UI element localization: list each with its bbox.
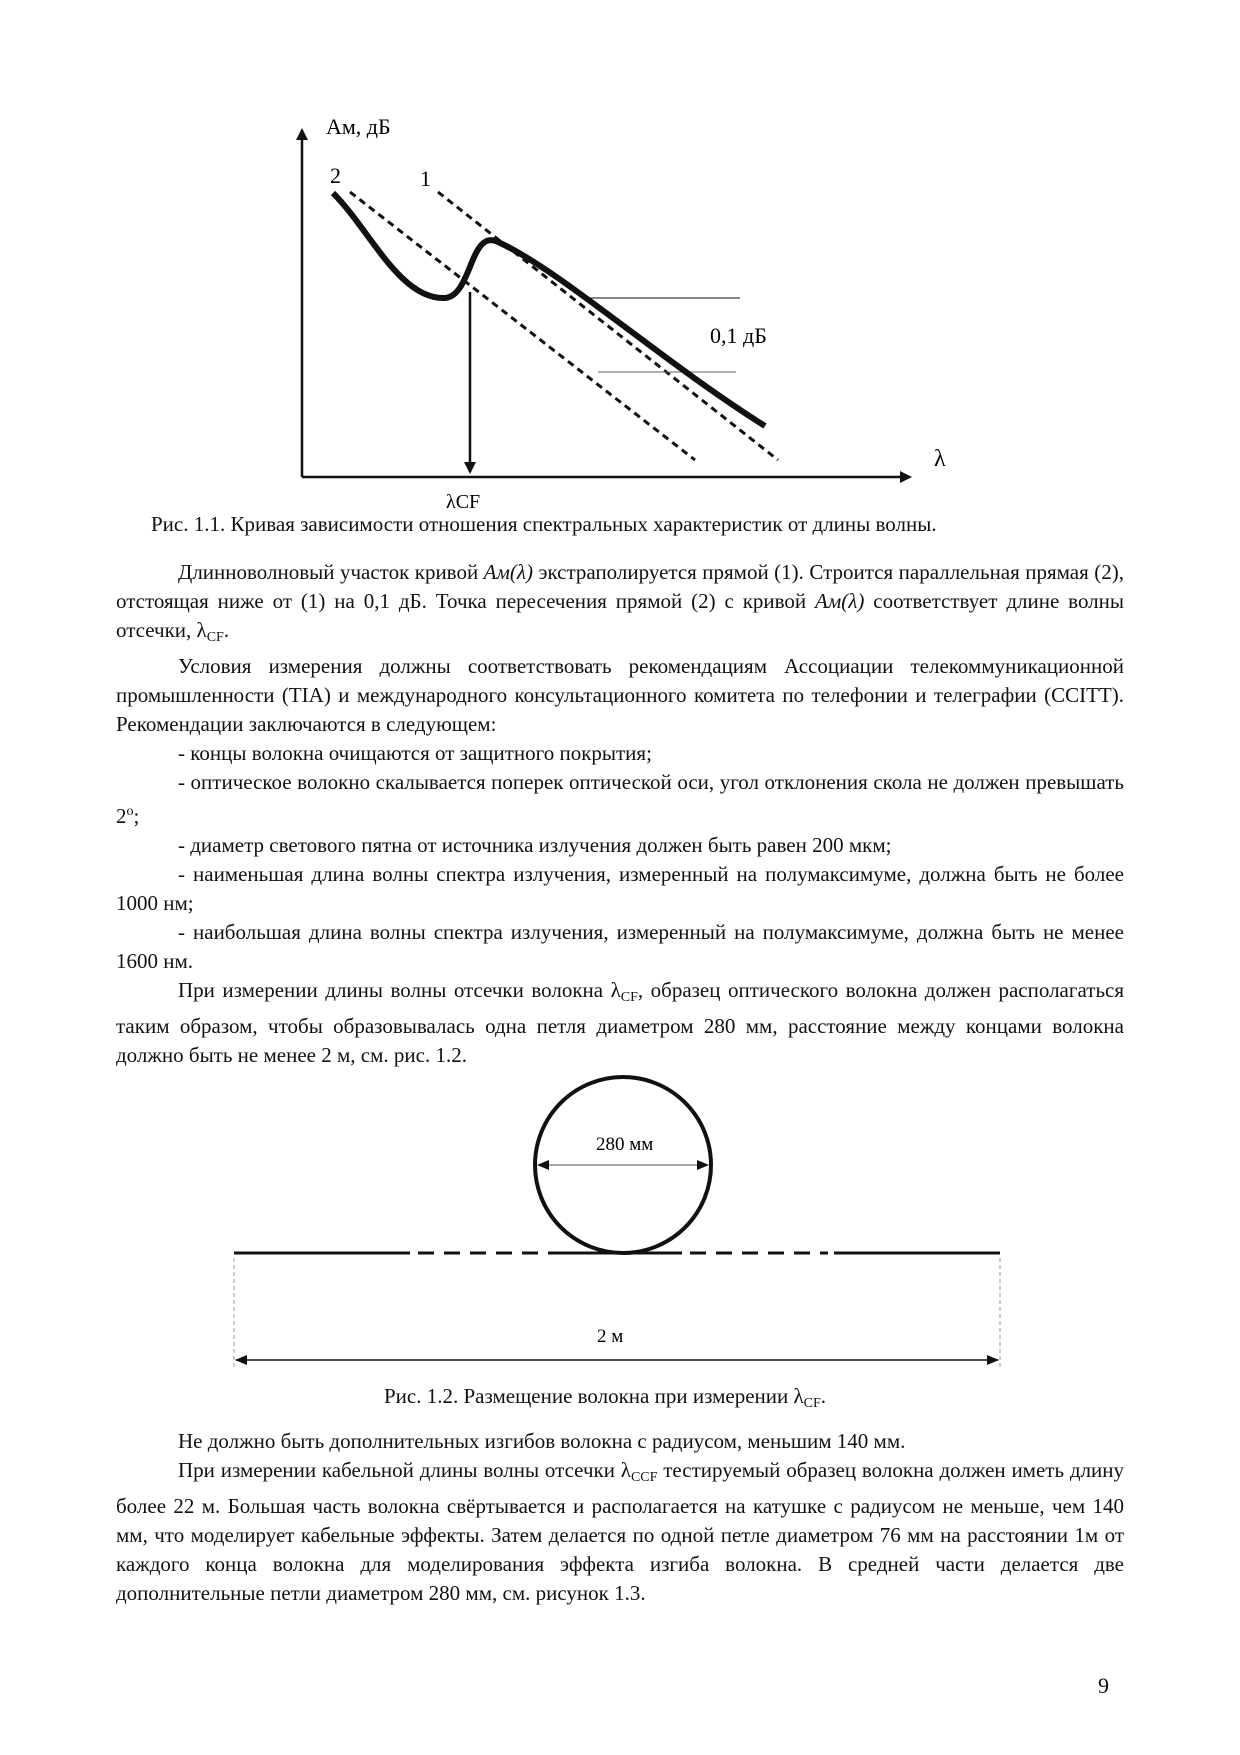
list-item: - оптическое волокно скалывается поперек оптической оси, угол отклонения скола не должен превышать 2$^o$; xyxy=(116,770,1124,828)
list-item: - концы волокна очищаются от защитного покрытия; xyxy=(178,741,652,765)
figure-1-2 xyxy=(0,1070,1240,1390)
paragraph-bends: Не должно быть дополнительных изгибов волокна с радиусом, меньшим 140 мм. xyxy=(178,1429,906,1453)
figure-1-1-caption: Рис. 1.1. Кривая зависимости отношения спектральных характеристик от длины волны. xyxy=(151,512,937,536)
curve-label-2: 2 xyxy=(330,163,341,188)
curve-label-1: 1 xyxy=(420,166,431,191)
length-label: 2 м xyxy=(597,1326,624,1347)
lambda-cf-label: λCF xyxy=(446,491,481,513)
figure-1-1 xyxy=(0,0,1240,520)
list-item: - диаметр светового пятна от источника излучения должен быть равен 200 мкм; xyxy=(178,833,892,857)
paragraph-loop: При измерении длины волны отсечки волокна $\lambda_{CF}$, образец оптического волокна должен располагаться таким образом, чтобы образовывалась одна петля диаметром 280 мм, расстояние между концами волокна должно быть не менее 2 м, см. рис. 1.2. xyxy=(116,978,1125,1067)
x-axis-label: λ xyxy=(934,446,946,472)
delta-label: 0,1 дБ xyxy=(710,323,767,348)
paragraph-extrapolation: Длинноволновый участок кривой Aм(λ) экстраполируется прямой (1). Строится параллельная прямая (2), отстоящая ниже от (1) на 0,1 дБ. Точка пересечения прямой (2) с кривой Aм(λ) соответствует длине волны отсечки, $\lambda_{CF}$. xyxy=(116,560,1124,645)
list-item: - наименьшая длина волны спектра излучения, измеренный на полумаксимуме, должна быть не более 1000 нм; xyxy=(116,862,1124,915)
figure-1-2-caption: Рис. 1.2. Размещение волокна при измерении $\lambda_{CF}$. xyxy=(384,1384,827,1411)
paragraph-cable: При измерении кабельной длины волны отсечки $\lambda_{CCF}$ тестируемый образец волокна должен иметь длину более 22 м. Большая часть волокна свёртывается и располагается на катушке с радиусом не меньше, чем 140 мм, что моделирует кабельные эффекты. Затем делается по одной петле диаметром 76 мм на расстоянии 1м от каждого конца волокна для моделирования эффекта изгиба волокна. В средней части делается две дополнительные петли диаметром 280 мм, см. рисунок 1.3. xyxy=(116,1458,1124,1605)
dashed-line-2 xyxy=(350,192,695,460)
page-number: 9 xyxy=(1098,1673,1109,1698)
paragraph-conditions: Условия измерения должны соответствовать рекомендациям Ассоциации телекоммуникационной промышленности (TIA) и международного консультационного комитета по телефонии и телеграфии (CCITT). Рекомендации заключаются в следующем: xyxy=(116,654,1124,736)
body-text-1 xyxy=(116,558,1124,1070)
y-axis-label: Aм, дБ xyxy=(326,114,391,139)
body-text-2 xyxy=(116,1427,1124,1608)
list-item: - наибольшая длина волны спектра излучения, измеренный на полумаксимуме, должна быть не менее 1600 нм. xyxy=(116,920,1124,973)
diameter-label: 280 мм xyxy=(596,1134,654,1155)
attenuation-curve xyxy=(333,193,765,426)
